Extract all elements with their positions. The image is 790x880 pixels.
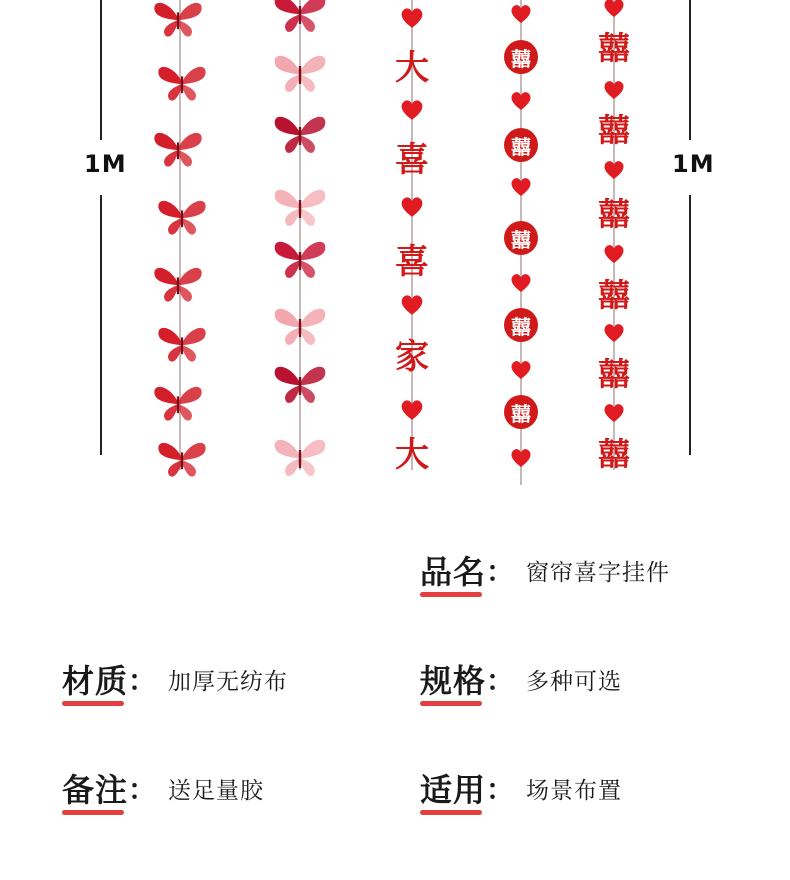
butterfly-icon bbox=[150, 0, 206, 40]
spec-key: 备注 bbox=[62, 765, 128, 811]
butterfly-icon bbox=[270, 234, 330, 282]
spec-colon: ： bbox=[486, 664, 515, 697]
butterfly-icon bbox=[270, 48, 330, 96]
butterfly-icon bbox=[270, 359, 330, 407]
spec-value: 多种可选 bbox=[526, 668, 623, 695]
right-measure-line-bottom bbox=[689, 195, 691, 455]
heart-icon bbox=[400, 293, 424, 317]
spec-value: 场景布置 bbox=[526, 777, 623, 804]
text-strand-char: 大 bbox=[395, 435, 429, 475]
spec-value: 加厚无纺布 bbox=[168, 668, 289, 695]
double-happiness-circle-icon: 囍 bbox=[504, 221, 538, 255]
spec-value: 送足量胶 bbox=[168, 777, 265, 804]
right-measure-line-top bbox=[689, 0, 691, 140]
heart-icon bbox=[603, 322, 625, 344]
text-strand-char: 喜 bbox=[395, 242, 429, 282]
heart-icon bbox=[400, 6, 424, 30]
butterfly-icon bbox=[270, 182, 330, 230]
spec-product-name bbox=[420, 547, 670, 593]
butterfly-icon bbox=[270, 0, 330, 36]
butterfly-icon bbox=[154, 436, 210, 481]
butterfly-icon bbox=[154, 60, 210, 105]
butterfly-icon bbox=[150, 261, 206, 306]
spec-colon: ： bbox=[486, 773, 515, 806]
heart-icon bbox=[603, 79, 625, 101]
double-happiness-icon: 囍 bbox=[597, 111, 631, 149]
butterfly-icon bbox=[270, 109, 330, 157]
spec-value: 窗帘喜字挂件 bbox=[526, 559, 671, 586]
heart-icon bbox=[510, 447, 532, 469]
spec-size bbox=[420, 656, 622, 702]
butterfly-icon bbox=[154, 321, 210, 366]
left-measure-line-bottom bbox=[100, 195, 102, 455]
double-happiness-circle-icon: 囍 bbox=[504, 40, 538, 74]
heart-icon bbox=[603, 0, 625, 19]
text-strand-char: 家 bbox=[395, 337, 429, 377]
heart-icon bbox=[510, 176, 532, 198]
double-happiness-icon: 囍 bbox=[597, 276, 631, 314]
double-happiness-icon: 囍 bbox=[597, 195, 631, 233]
heart-icon bbox=[510, 272, 532, 294]
spec-colon: ： bbox=[486, 555, 515, 588]
heart-icon bbox=[400, 98, 424, 122]
double-happiness-circle-icon: 囍 bbox=[504, 128, 538, 162]
butterfly-icon bbox=[270, 432, 330, 480]
double-happiness-icon: 囍 bbox=[597, 29, 631, 67]
right-measure-label: 1M bbox=[672, 150, 715, 178]
spec-colon: ： bbox=[128, 773, 157, 806]
spec-key: 品名 bbox=[420, 547, 486, 593]
spec-key: 适用 bbox=[420, 765, 486, 811]
text-strand-char: 大 bbox=[395, 48, 429, 88]
heart-icon bbox=[603, 159, 625, 181]
butterfly-icon bbox=[154, 194, 210, 239]
heart-icon bbox=[603, 243, 625, 265]
spec-material bbox=[62, 656, 288, 702]
text-strand-char: 喜 bbox=[395, 140, 429, 180]
butterfly-icon bbox=[270, 301, 330, 349]
heart-icon bbox=[400, 195, 424, 219]
heart-icon bbox=[510, 359, 532, 381]
left-measure-line-top bbox=[100, 0, 102, 140]
heart-icon bbox=[510, 90, 532, 112]
butterfly-icon bbox=[150, 380, 206, 425]
double-happiness-icon: 囍 bbox=[597, 355, 631, 393]
left-measure-label: 1M bbox=[84, 150, 127, 178]
double-happiness-icon: 囍 bbox=[597, 435, 631, 473]
spec-key: 规格 bbox=[420, 656, 486, 702]
double-happiness-circle-icon: 囍 bbox=[504, 395, 538, 429]
heart-icon bbox=[603, 402, 625, 424]
spec-colon: ： bbox=[128, 664, 157, 697]
heart-icon bbox=[400, 398, 424, 422]
butterfly-icon bbox=[150, 126, 206, 171]
spec-key: 材质 bbox=[62, 656, 128, 702]
spec-note bbox=[62, 765, 264, 811]
double-happiness-circle-icon: 囍 bbox=[504, 308, 538, 342]
strand-thread bbox=[613, 0, 615, 470]
spec-usage bbox=[420, 765, 622, 811]
heart-icon bbox=[510, 3, 532, 25]
spec-panel bbox=[0, 530, 790, 880]
